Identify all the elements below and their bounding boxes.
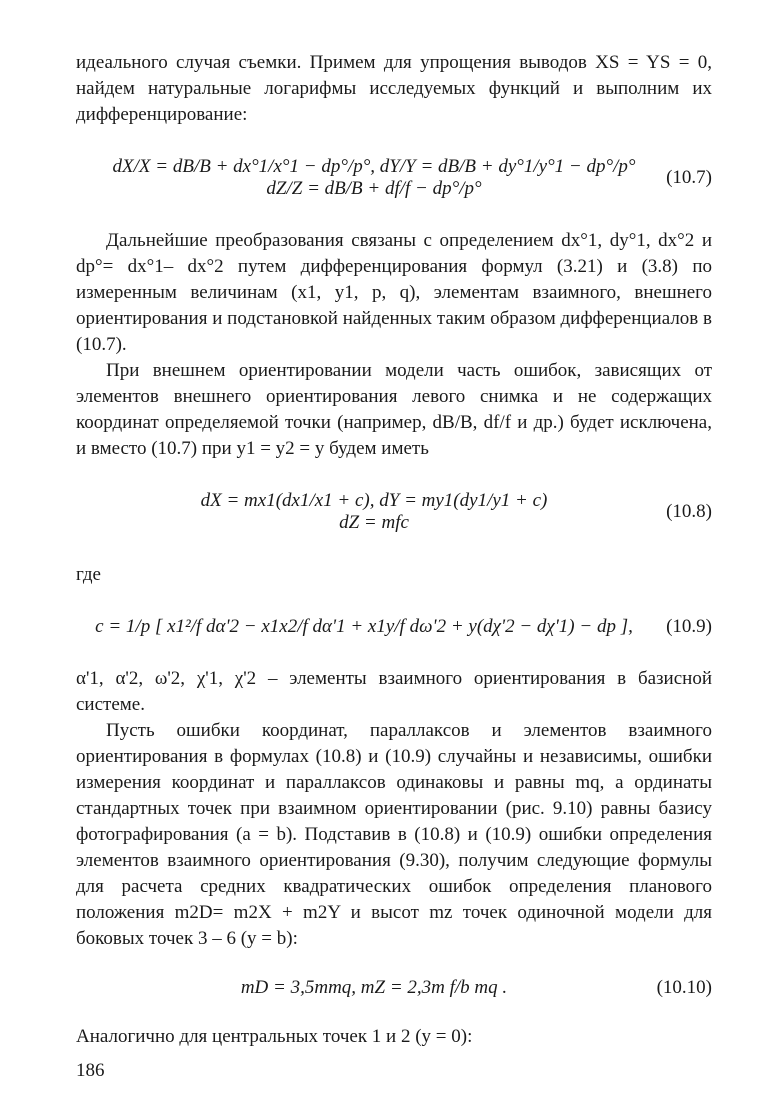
equation-number-10-7: (10.7) — [666, 167, 712, 188]
equation-number-10-8: (10.8) — [666, 501, 712, 522]
equation-10-7 — [76, 136, 712, 220]
equation-number-10-10: (10.10) — [656, 977, 712, 998]
paragraph-3: При внешнем ориентировании модели часть ошибок, зависящих от элементов внешнего ориентирования левого снимка и не содержащих координат определяемой точки (например, dB/B, df/f и др.) будет исключена, и вместо (10.7) при y1 = y2 = y будем иметь — [76, 360, 712, 459]
paragraph-5: Пусть ошибки координат, параллаксов и элементов взаимного ориентирования в формулах (10.8) и (10.9) случайны и независимы, ошибки измерения координат и параллаксов одинаковы и равны mq, а ординаты стандартных точек при взаимном ориентировании (рис. 9.10) равны базису фотографирования (a = b). Подставив в (10.8) и (10.9) ошибки определения элементов взаимного ориентирования (9.30), получим следующие формулы для расчета средних квадратических ошибок определения планового положения m2D= m2X + m2Y и высот mz точек одиночной модели для боковых точек 3 – 6 (y = b): — [76, 720, 712, 949]
equation-10-7-line-1: dX/X = dB/B + dx°1/x°1 − dp°/p°, dY/Y = dB/B + dy°1/y°1 − dp°/p° — [112, 156, 636, 177]
where-label: где — [76, 564, 101, 585]
paragraph-2: Дальнейшие преобразования связаны с определением dx°1, dy°1, dx°2 и dp°= dx°1– dx°2 путем дифференцирования формул (3.21) и (3.8) по измеренным величинам (x1, y1, p, q), элементам взаимного, внешнего ориентирования и подстановкой найденных таким образом дифференциалов в (10.7). — [76, 230, 712, 355]
equation-10-10-body: mD = 3,5mmq, mZ = 2,3m f/b mq . — [240, 977, 508, 998]
equation-10-8-line-2: dZ = mfc — [339, 512, 409, 533]
equation-10-9 — [76, 596, 712, 658]
paragraph-4: α'1, α'2, ω'2, χ'1, χ'2 – элементы взаимного ориентирования в базисной системе. — [76, 668, 712, 715]
equation-10-8-line-1: dX = mx1(dx1/x1 + c), dY = my1(dy1/y1 + c) — [200, 490, 548, 511]
paragraph-1: идеального случая съемки. Примем для упрощения выводов XS = YS = 0, найдем натуральные логарифмы исследуемых функций и выполним их дифференцирование: — [76, 52, 712, 125]
equation-number-10-9: (10.9) — [666, 616, 712, 637]
equation-10-9-body: c = 1/p [ x1²/f dα'2 − x1x2/f dα'1 + x1y/f dω'2 + y(dχ'2 − dχ'1) − dp ], — [95, 616, 633, 637]
equation-10-10 — [76, 960, 712, 1016]
page-content — [76, 50, 712, 1050]
equation-10-7-line-2: dZ/Z = dB/B + df/f − dp°/p° — [266, 178, 482, 199]
paragraph-6: Аналогично для центральных точек 1 и 2 (y = 0): — [76, 1026, 473, 1047]
equation-10-8 — [76, 470, 712, 554]
page-number: 186 — [76, 1060, 105, 1081]
